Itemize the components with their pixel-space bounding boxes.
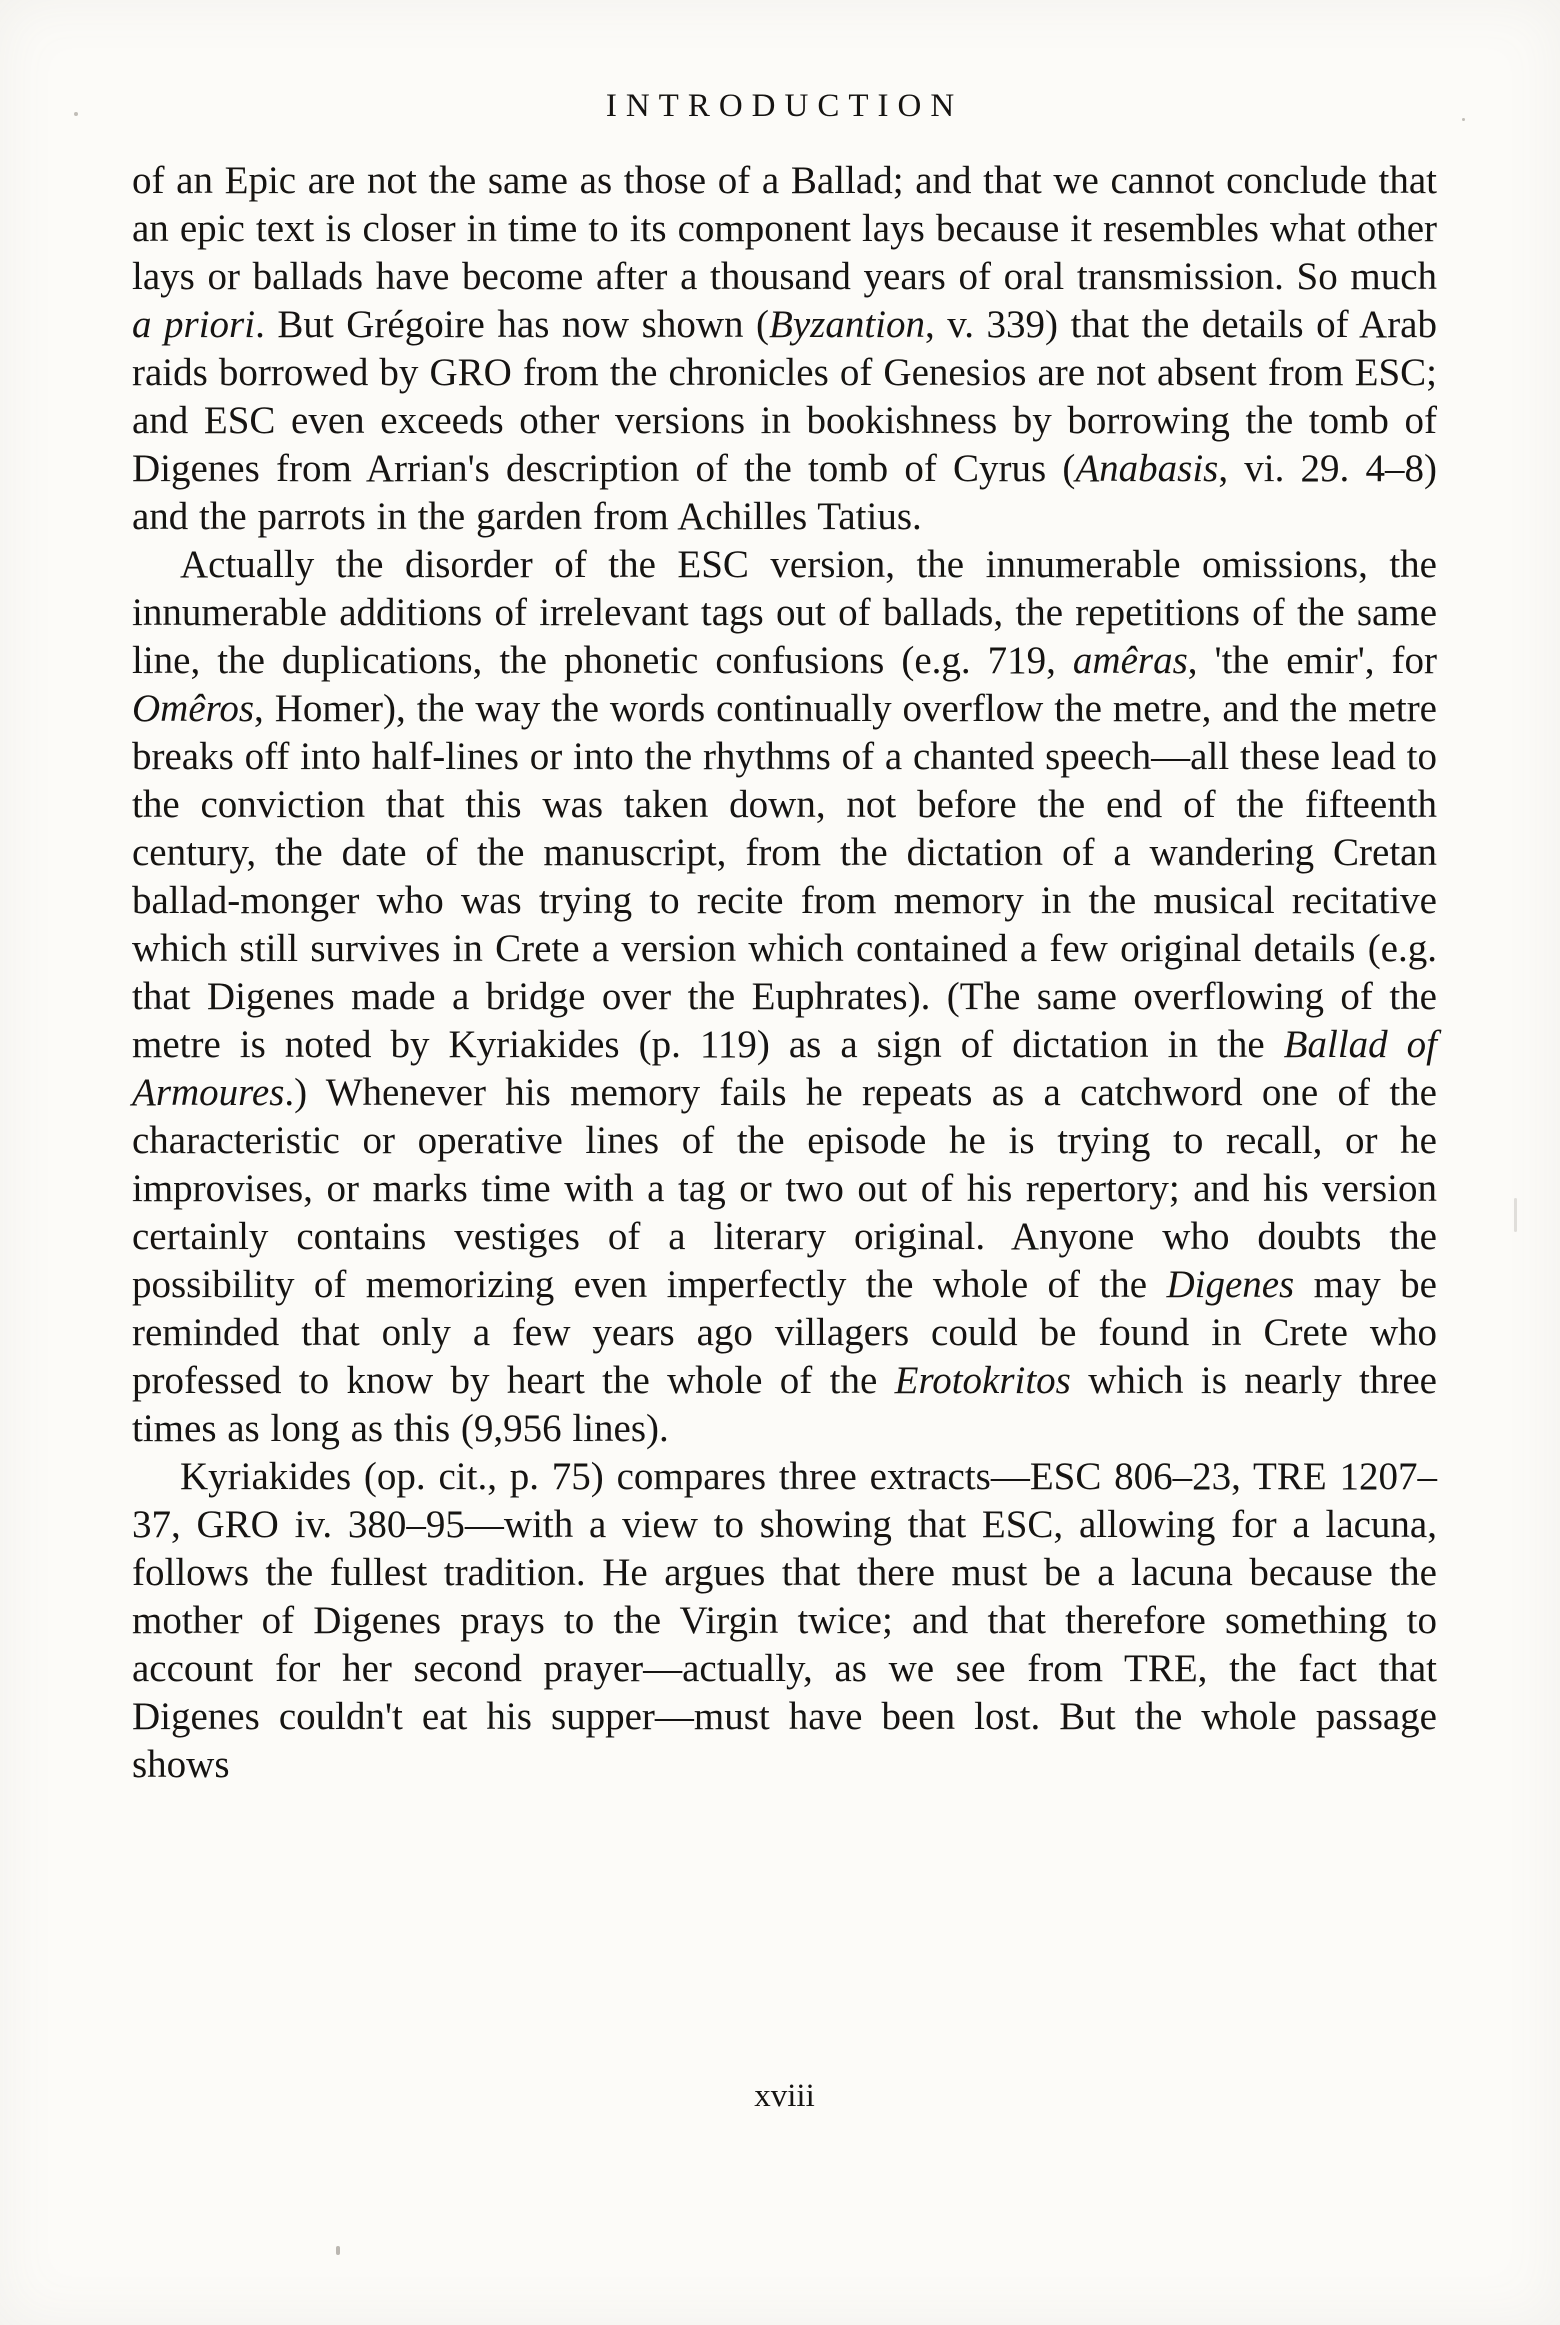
body-text-run: . But Grégoire has now shown ( <box>255 303 770 346</box>
body-text-run: , 'the emir', for <box>1187 639 1437 682</box>
body-text-run: which is nearly three times as long as this (9,956 lines). <box>132 1359 1437 1450</box>
italic-text: Erotokritos <box>894 1359 1071 1402</box>
paragraph <box>132 157 1437 541</box>
paragraph <box>132 1453 1437 1789</box>
italic-text: Byzantion <box>769 303 925 346</box>
italic-text: a priori <box>132 303 256 346</box>
body-text-run: .) Whenever his memory fails he repeats as a catchword one of the characteristic or operative lines of the episode he is trying to recall, or he improvises, or marks time with a tag or two out of his repertory; and his version certainly contains vestiges of a literary original. Anyone who doubts the possibility of memorizing even imperfectly the whole of the <box>132 1071 1437 1306</box>
italic-text: Anabasis <box>1075 447 1219 490</box>
paragraph <box>132 541 1437 1453</box>
scan-speck <box>74 112 78 116</box>
italic-text: amêras <box>1072 639 1188 682</box>
scan-speck <box>1514 1198 1517 1232</box>
italic-text: Digenes <box>1166 1263 1295 1306</box>
body-text-run: , v. 339) that the details of Arab raids borrowed by GRO from the chronicles of Genesios are not absent from ESC; and ESC even exceeds other versions in bookishness by borrowing the tomb of Digenes from Arrian's description of the tomb of Cyrus ( <box>132 303 1437 490</box>
body-text-run: of an Epic are not the same as those of a Ballad; and that we cannot conclude that an epic text is closer in time to its component lays because it resembles what other lays or ballads have become after a thousand years of oral transmission. So much <box>132 159 1437 298</box>
body-text-run: , vi. 29. 4–8) and the parrots in the garden from Achilles Tatius. <box>132 447 1437 538</box>
page-body <box>132 157 1437 1789</box>
italic-text: Omêros <box>132 687 255 730</box>
body-text-run: may be reminded that only a few years ago villagers could be found in Crete who professed to know by heart the whole of the <box>132 1263 1437 1402</box>
page-number: xviii <box>754 2078 815 2114</box>
running-header: INTRODUCTION <box>605 88 964 124</box>
body-text-run: , Homer), the way the words continually overflow the metre, and the metre breaks off into half-lines or into the rhythms of a chanted speech—all these lead to the conviction that this was taken down, not before the end of the fifteenth century, the date of the manuscript, from the dictation of a wandering Cretan ballad-monger who was trying to recite from memory in the musical recitative which still survives in Crete a version which contained a few original details (e.g. that Digenes made a bridge over the Euphrates). (The same overflowing of the metre is noted by Kyriakides (p. 119) as a sign of dictation in the <box>132 687 1437 1066</box>
body-text-run: Actually the disorder of the ESC version, the innumerable omissions, the innumerable additions of irrelevant tags out of ballads, the repetitions of the same line, the duplications, the phonetic confusions (e.g. 719, <box>132 543 1437 682</box>
scan-speck <box>336 2246 340 2255</box>
italic-text: Ballad of Armoures <box>132 1023 1437 1114</box>
body-text-run: Kyriakides (op. cit., p. 75) compares three extracts—ESC 806–23, TRE 1207–37, GRO iv. 380–95—with a view to showing that ESC, allowing for a lacuna, follows the fullest tradition. He argues that there must be a lacuna because the mother of Digenes prays to the Virgin twice; and that therefore something to account for her second prayer—actually, as we see from TRE, the fact that Digenes couldn't eat his supper—must have been lost. But the whole passage shows <box>132 1455 1437 1786</box>
scan-speck <box>1462 118 1465 121</box>
